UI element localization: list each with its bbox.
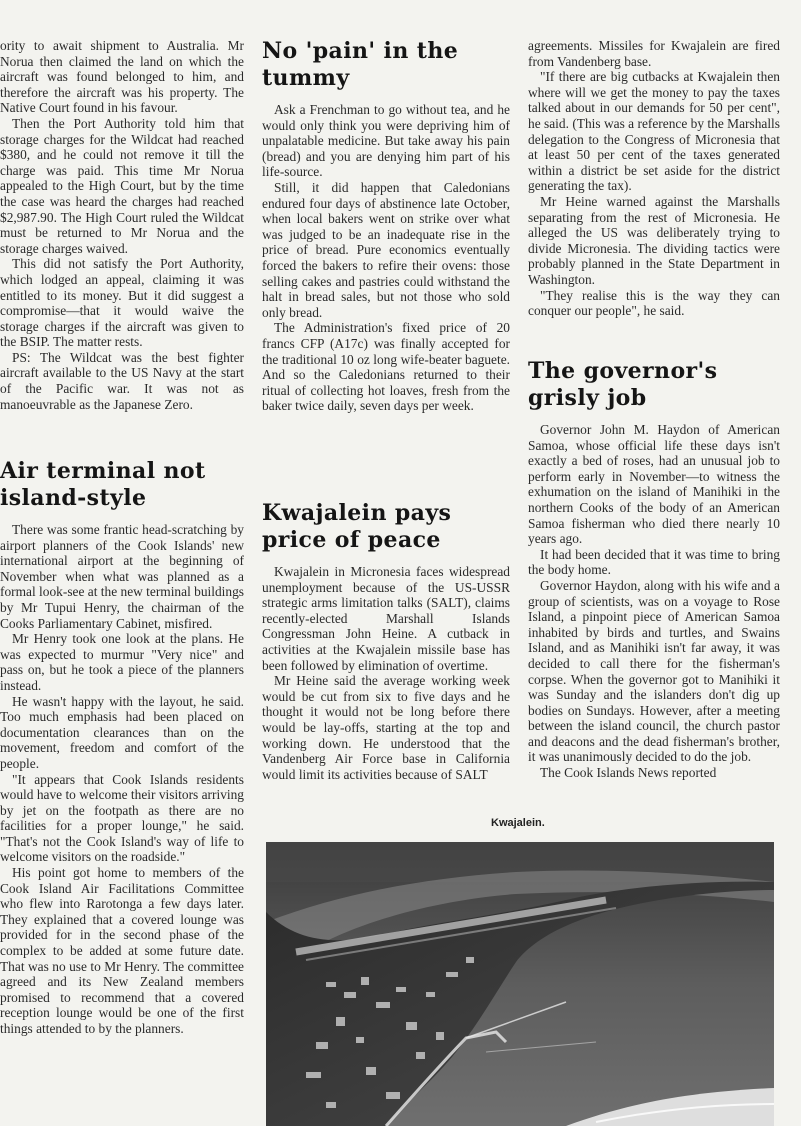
paragraph: Ask a Frenchman to go without tea, and he would only think you were depriving him of unpalatable medicine. But take away his pain (bread) and you are denying him part of his life-source.: [262, 102, 510, 180]
paragraph: He wasn't happy with the layout, he said. Too much emphasis had been placed on documentation clearances than on the movement, freedom and comfort of the people.: [0, 693, 244, 771]
paragraph: Kwajalein in Micronesia faces widespread unemployment because of the US-USSR strategic arms limitation talks (SALT), claims recently-elected Marshall Islands Congressman John Heine. A cutback in activities at the Kwajalein missile base has been followed by elimination of overtime.: [262, 564, 510, 673]
paragraph: Mr Henry took one look at the plans. He was expected to murmur "Very nice" and pass on, but he took a piece of the planners instead.: [0, 631, 244, 693]
headline: Air terminal not island-style: [0, 458, 206, 511]
paragraph: Then the Port Authority told him that storage charges for the Wildcat had reached $380, and he could not remove it till the charge was paid. This time Mr Norua appealed to the High Court, but by the time the case was heard the charges had reached $2,987.90. The High Court ruled the Wildcat must be returned to Mr Norua and the storage charges waived.: [0, 115, 244, 256]
paragraph: The Administration's fixed price of 20 francs CFP (A17c) was finally accepted for the traditional 10 oz long wife-beater baguete. And so the Caledonians returned to their ritual of collecting hot loaves, fresh from the baker twice daily, seven days per week.: [262, 320, 510, 414]
headline: The governor's grisly job: [528, 358, 718, 411]
paragraph: ority to await shipment to Australia. Mr Norua then claimed the land on which the aircraft was found belonged to him, and therefore the aircraft was his property. The Native Court found in his favour.: [0, 38, 244, 116]
paragraph: agreements. Missiles for Kwajalein are fired from Vandenberg base.: [528, 38, 780, 69]
paragraph: Mr Heine warned against the Marshalls separating from the rest of Micronesia. He alleged the US was deliberately trying to divide Micronesia. The dividing tactics were probably planned in the State Department in Washington.: [528, 193, 780, 287]
headline: Kwajalein pays price of peace: [262, 500, 452, 553]
paragraph: PS: The Wildcat was the best fighter aircraft available to the US Navy at the start of the Pacific war. It was not as manoeuvrable as the Japanese Zero.: [0, 349, 244, 412]
air-terminal-article: [0, 458, 244, 1037]
wildcat-story-continued: [0, 38, 244, 412]
paragraph: "It appears that Cook Islands residents would have to welcome their visitors arriving by jet on the footpath as there are no facilities for a proper lounge," he said. "That's not the Cook Island's way of life to welcome visitors on the roadside.": [0, 771, 244, 865]
paragraph: Governor Haydon, along with his wife and a group of scientists, was on a voyage to Rose Island, a pinpoint piece of American Samoa inhabited by birds and turtles, and Swains Island, and as Manihiki isn't far away, it was decided to call there for the fisherman's corpse. When the governor got to Manihiki it was Sunday and the islanders don't dig up bodies on Sundays. However, after a meeting between the island council, the church pastor and deacons and the dead fisherman's brother, it was unanimously decided to do the job.: [528, 577, 780, 765]
paragraph: There was some frantic head-scratching by airport planners of the Cook Islands' new international airport at the beginning of November when what was planned as a formal look-see at the new terminal buildings by Mr Tupui Henry, the chairman of the Cooks Parliamentary Cabinet, misfired.: [0, 522, 244, 631]
paragraph: "If there are big cutbacks at Kwajalein then where will we get the money to pay the taxes talked about in our demands for 50 per cent", he said. (This was a reference by the Marshalls delegation to the Congress of Micronesia that at least 50 per cent of the taxes generated within a district be set aside for the district generating the tax).: [528, 69, 780, 194]
paragraph: His point got home to members of the Cook Island Air Facilitations Committee who flew into Rarotonga a few days later. They explained that a covered lounge was provided for in the second phase of the complex to be added at some future date. That was no use to Mr Henry. The committee agreed and its New Zealand members promised to recommend that a covered reception lounge would be one of the first things attended to by the planners.: [0, 865, 244, 1036]
paragraph: Governor John M. Haydon of American Samoa, whose official life these days isn't exactly a bed of roses, had an unusual job to perform early in November—to witness the exhumation on the island of Manihiki in the northern Cooks of the body of an American Samoa fisherman who died there nearly 10 years ago.: [528, 422, 780, 547]
headline: No 'pain' in the tummy: [262, 38, 459, 91]
paragraph: The Cook Islands News reported: [540, 765, 717, 781]
paragraph: "They realise this is the way they can conquer our people", he said.: [528, 287, 780, 319]
bread-strike-article: [262, 38, 510, 414]
paragraph: Still, it did happen that Caledonians endured four days of abstinence late October, when local bakers went on strike over what was judged to be an inadequate rise in the price of bread. Pure economics eventually forced the bakers to refire their ovens: those selling cakes and pastries could withstand the halt in bread sales, but not those who sold only bread.: [262, 179, 510, 320]
paragraph: It had been decided that it was time to bring the body home.: [528, 546, 780, 578]
kwajalein-article: [262, 500, 510, 782]
paragraph: Mr Heine said the average working week would be cut from six to five days and he thought it would not be long before there would be lay-offs, starting at the top and working down. He understood that the Vandenberg Air Force base in California would limit its activities because of SALT: [262, 673, 510, 782]
kwajalein-article-continued: [528, 38, 780, 319]
governor-article: [528, 358, 780, 781]
paragraph: This did not satisfy the Port Authority, which lodged an appeal, claiming it was entitled to its money. But it did suggest a compromise—that it would waive the storage charges if the aircraft was given to the BSIP. The matter rests.: [0, 256, 244, 350]
kwajalein-aerial-photo: [266, 842, 774, 1126]
column-left: [0, 0, 244, 1126]
photo-caption: Kwajalein.: [491, 817, 545, 829]
